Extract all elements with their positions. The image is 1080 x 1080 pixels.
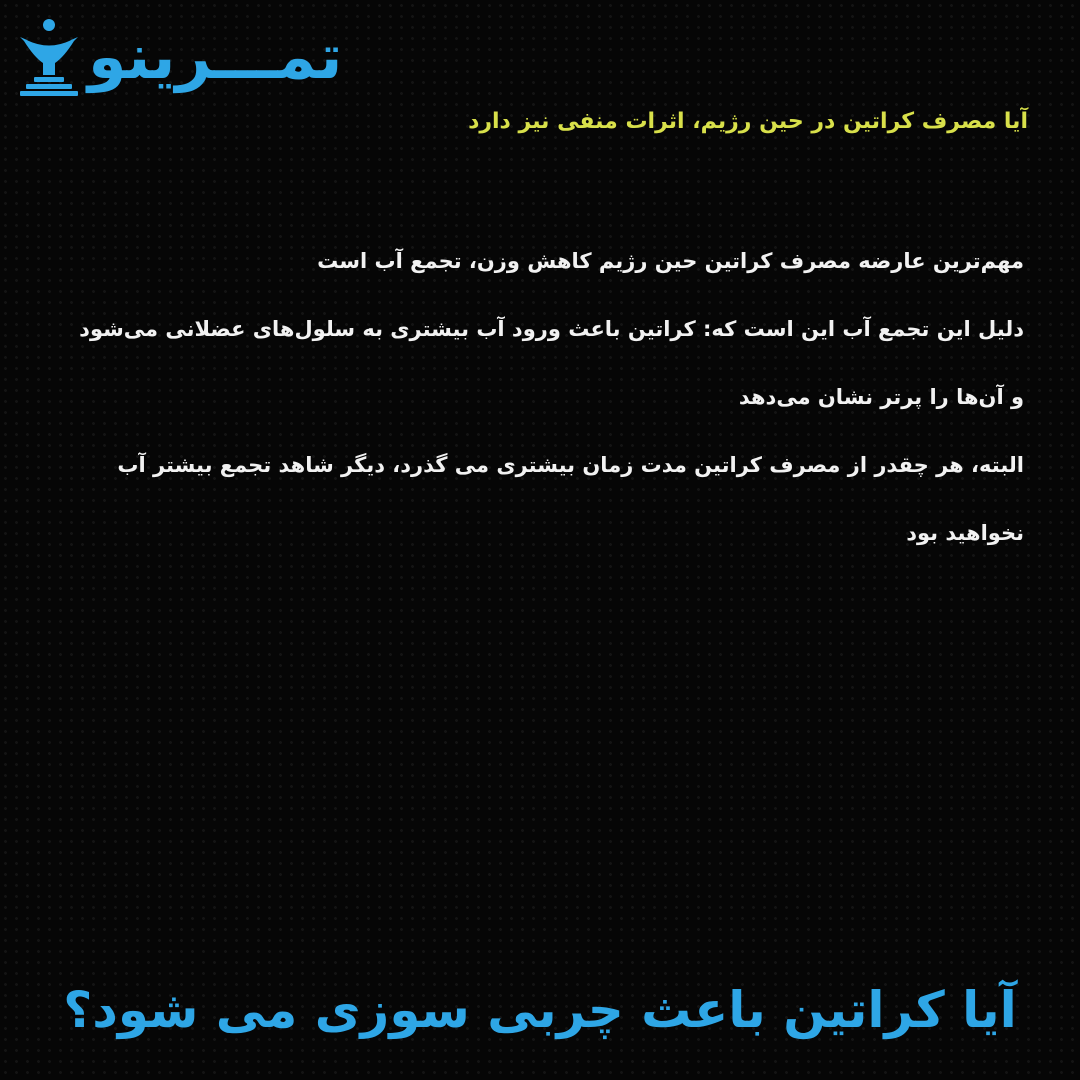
brand-name: تمـــرینو [88,20,343,93]
body-paragraph-1: مهم‌ترین عارضه مصرف کراتین حین رژیم کاهش وزن، تجمع آب است [317,249,1024,273]
bottom-headline: آیا کراتین باعث چربی سوزی می شود؟ [63,981,1017,1039]
brand-logo [14,14,439,100]
trophy-cup-icon [14,17,84,97]
post-subtitle: آیا مصرف کراتین در حین رژیم، اثرات منفی نیز دارد [468,109,1028,134]
post-body [60,227,1024,567]
body-paragraph-2: دلیل این تجمع آب این است که: کراتین باعث ورود آب بیشتری به سلول‌های عضلانی می‌شود و آن‌ها را پرتر نشان می‌دهد [79,317,1024,409]
body-paragraph-3: البته، هر چقدر از مصرف کراتین مدت زمان بیشتری می گذرد، دیگر شاهد تجمع بیشتر آب نخواهید بود [117,453,1024,545]
